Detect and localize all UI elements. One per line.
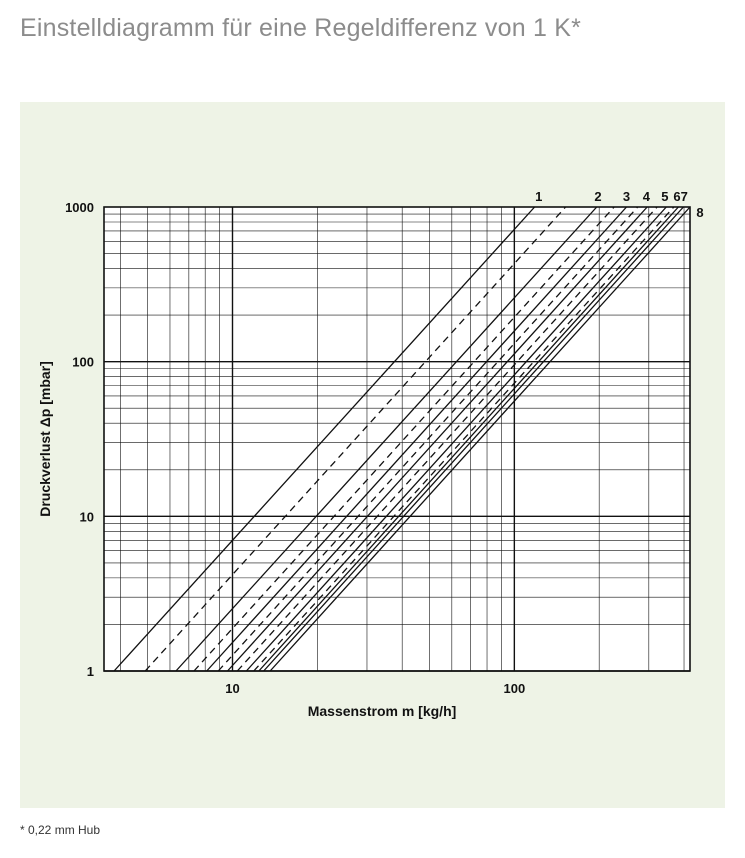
x-tick-label: 10 <box>225 681 240 696</box>
line-chart <box>20 102 725 808</box>
curve-label: 4 <box>642 189 650 204</box>
x-axis-label: Massenstrom m [kg/h] <box>307 703 457 719</box>
y-axis-label: Druckverlust Δp [mbar] <box>37 361 53 517</box>
curve-label: 5 <box>661 189 669 204</box>
page-title: Einstelldiagramm für eine Regeldifferenz von 1 K* <box>20 14 582 42</box>
plot-area <box>104 207 690 671</box>
footnote: * 0,22 mm Hub <box>20 823 101 837</box>
curve-label: 3 <box>622 189 631 204</box>
x-tick-label: 100 <box>503 681 526 696</box>
curve-label: 1 <box>535 189 543 204</box>
curve-label: 67 <box>673 189 688 204</box>
curve-label: 2 <box>594 189 602 204</box>
chart-panel <box>20 102 725 808</box>
y-tick-label: 1 <box>86 664 94 679</box>
y-tick-label: 10 <box>79 509 94 525</box>
y-tick-label: 1000 <box>65 200 94 215</box>
y-tick-label: 100 <box>72 354 94 370</box>
curve-label: 8 <box>696 205 704 220</box>
